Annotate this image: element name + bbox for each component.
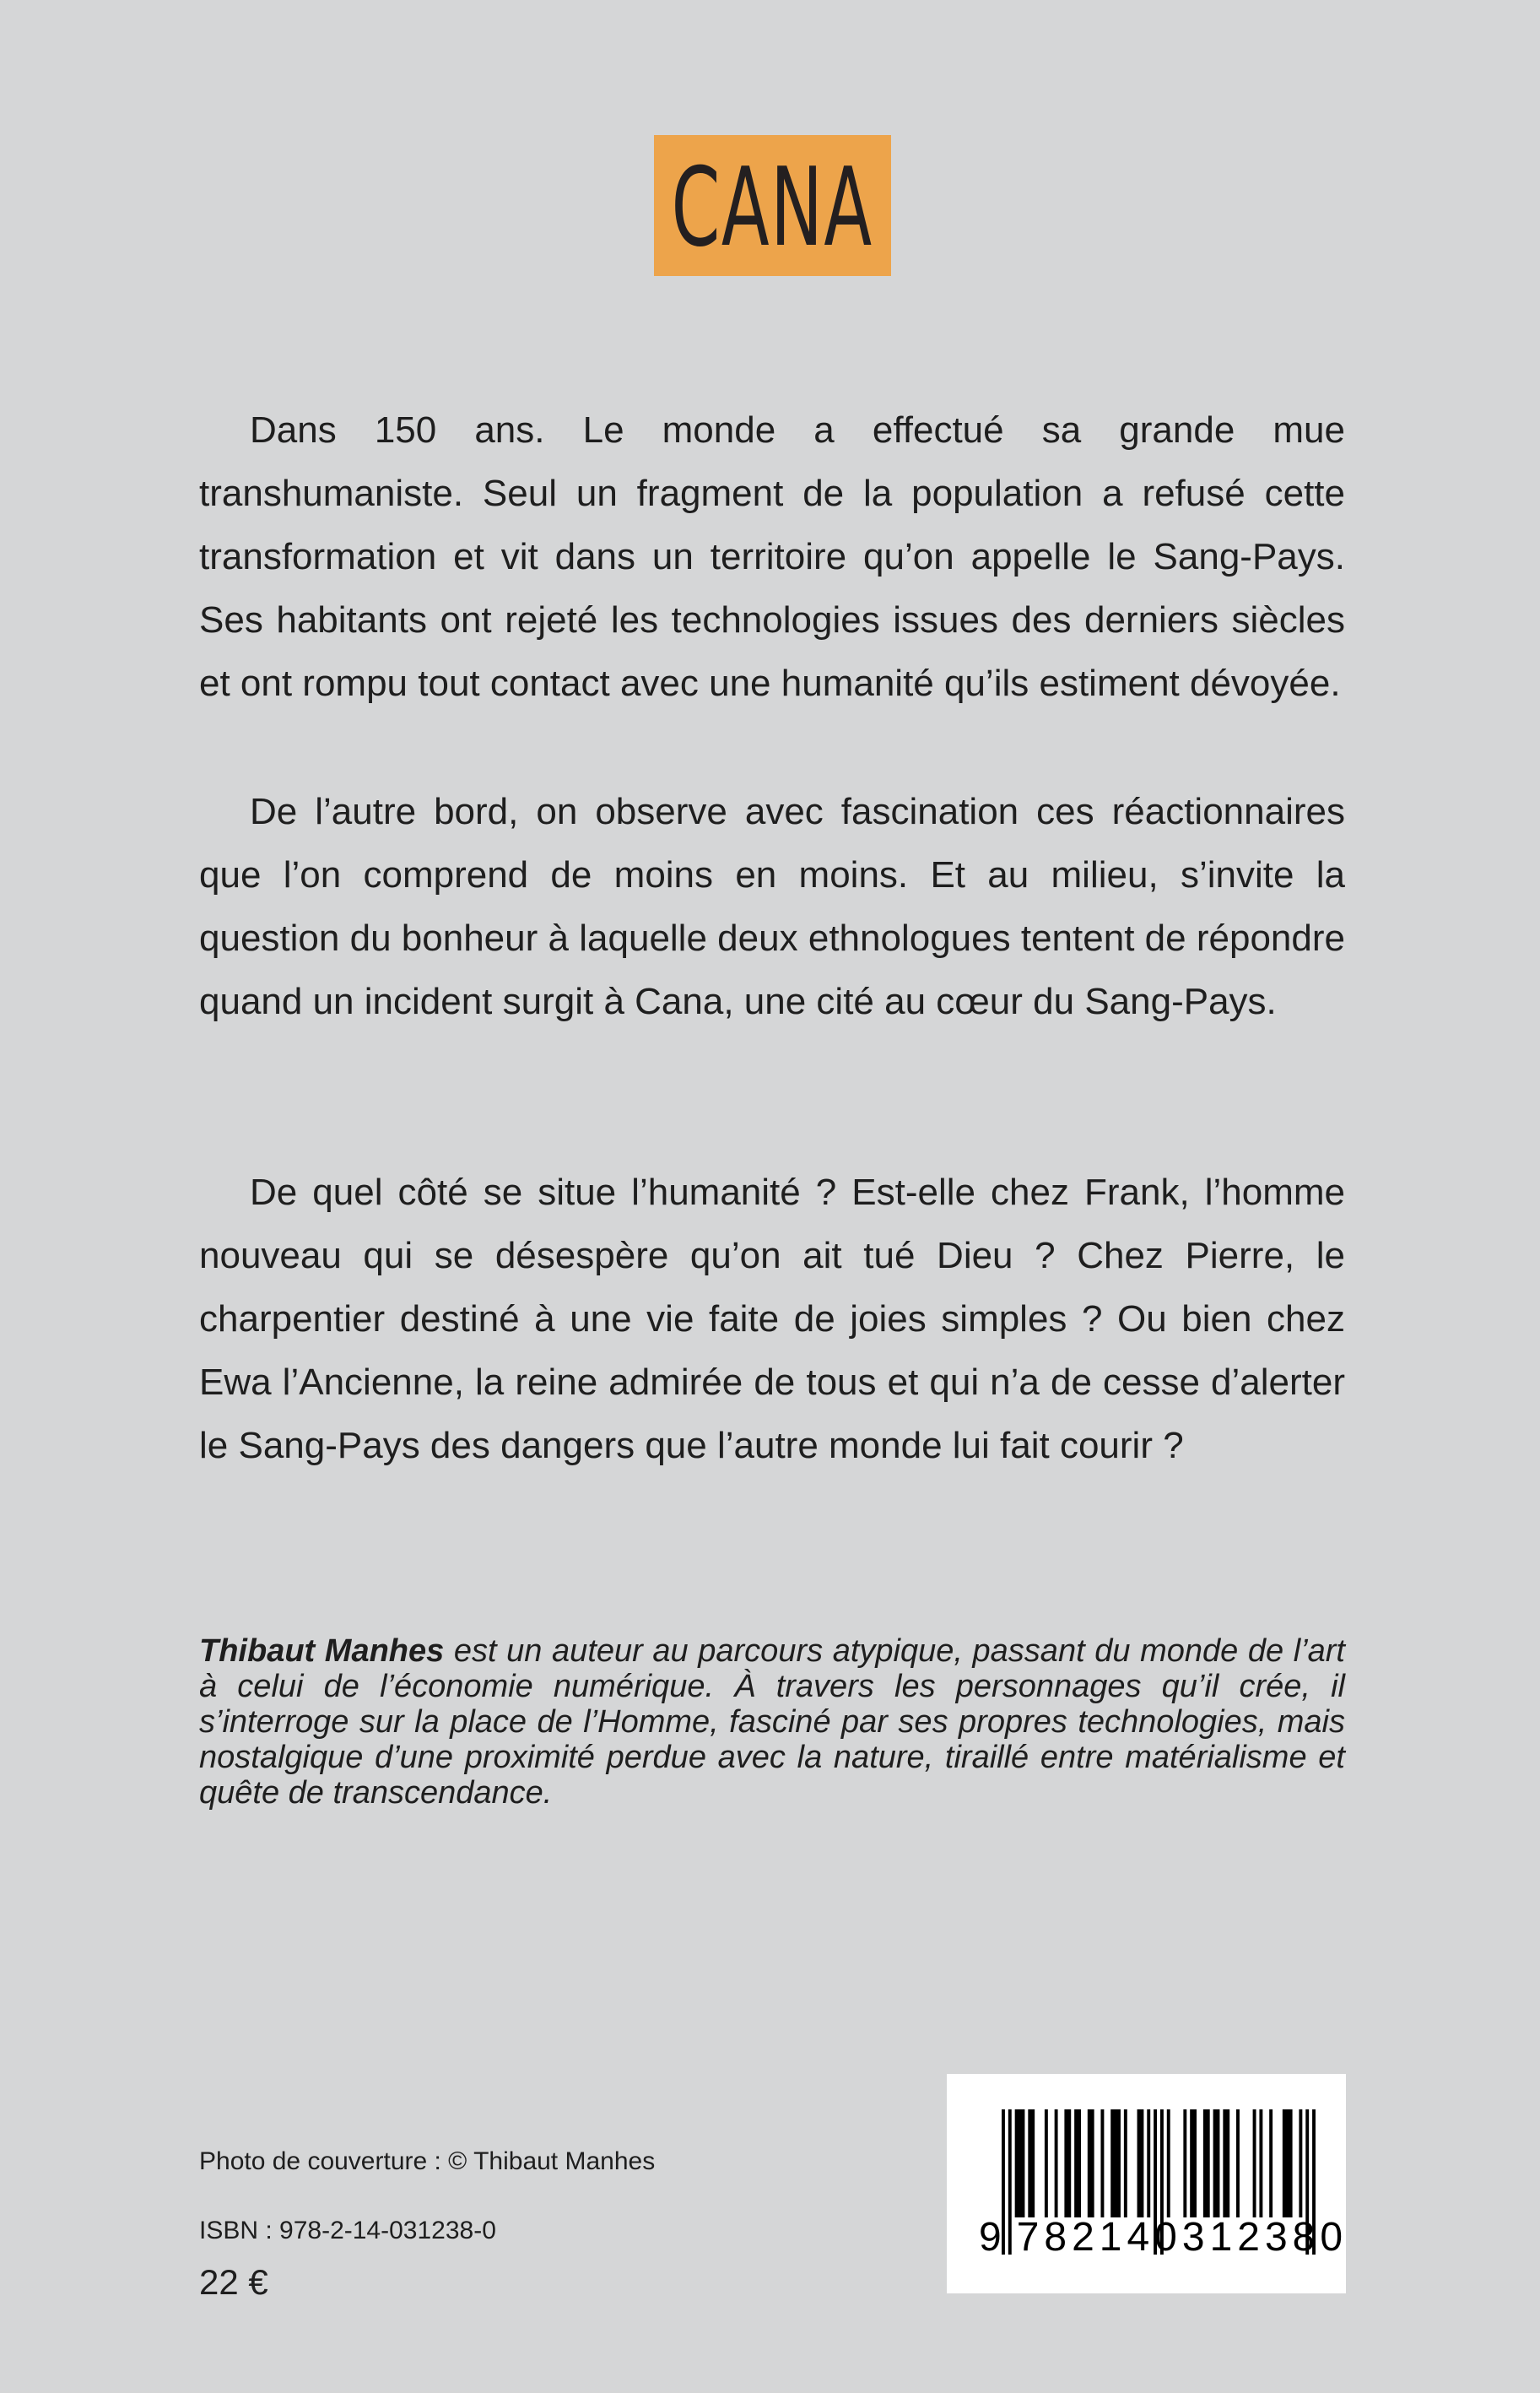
barcode-bar xyxy=(1074,2109,1081,2217)
barcode-bar xyxy=(1124,2109,1127,2217)
author-bio-text: est un auteur au parcours atypique, passant du monde de l’art à celui de l’économie numérique. À travers les personnages qu’il crée, il s’interroge sur la place de l’Homme, fasciné par ses propres technologies, mais nostalgique d’une proximité perdue avec la nature, tiraillé entre matérialisme et quête de transcendance. xyxy=(199,1633,1345,1811)
barcode-bar xyxy=(1045,2109,1048,2217)
author-name: Thibaut Manhes xyxy=(199,1633,445,1669)
barcode-bar xyxy=(1028,2109,1035,2217)
price: 22 € xyxy=(199,2262,268,2302)
barcode-bar xyxy=(1110,2109,1121,2217)
photo-credit: Photo de couverture : © Thibaut Manhes xyxy=(199,2147,656,2175)
synopsis-paragraph-1: Dans 150 ans. Le monde a effectué sa grande mue transhumaniste. Seul un fragment de la population a refusé cette transformation et vit dans un territoire qu’on appelle le Sang-Pays. Ses habitants ont rejeté les technologies issues des derniers siècles et ont rompu tout contact avec une humanité qu’ils estiment dévoyée. xyxy=(199,409,1345,704)
barcode-bar xyxy=(1137,2109,1144,2217)
barcode-bar xyxy=(1147,2109,1150,2217)
book-title: CANA xyxy=(671,144,874,271)
barcode-bar xyxy=(1253,2109,1256,2217)
barcode-bar xyxy=(1223,2109,1229,2217)
barcode-bar xyxy=(1269,2109,1273,2217)
synopsis-paragraph-3: De quel côté se situe l’humanité ? Est-elle chez Frank, l’homme nouveau qui se désespère qu’on ait tué Dieu ? Chez Pierre, le charpentier destiné à une vie faite de joies simples ? Ou bien chez Ewa l’Ancienne, la reine admirée de tous et qui n’a de cesse d’alerter le Sang-Pays des dangers que l’autre monde lui fait courir ? xyxy=(199,1172,1345,1466)
synopsis-paragraph-2: De l’autre bord, on observe avec fascination ces réactionnaires que l’on comprend de moins en moins. Et au milieu, s’invite la question du bonheur à laquelle deux ethnologues tentent de répondre quand un incident surgit à Cana, une cité au cœur du Sang-Pays. xyxy=(199,791,1345,1022)
author-bio xyxy=(199,1633,1345,1811)
barcode-bar xyxy=(1236,2109,1240,2217)
barcode-bar xyxy=(1167,2109,1170,2217)
barcode-bar xyxy=(1203,2109,1210,2217)
barcode-bar xyxy=(1055,2109,1058,2217)
barcode-bar xyxy=(1064,2109,1071,2217)
barcode xyxy=(947,2074,1346,2293)
barcode-bar xyxy=(1015,2109,1025,2217)
barcode-bar xyxy=(1213,2109,1220,2217)
isbn: ISBN : 978-2-14-031238-0 xyxy=(199,2217,496,2244)
barcode-first-digit: 9 xyxy=(979,2215,1002,2260)
title-banner xyxy=(654,135,891,276)
barcode-bar xyxy=(1183,2109,1186,2217)
barcode-number: 782140312380 xyxy=(1016,2215,1348,2260)
barcode-bar xyxy=(1259,2109,1262,2217)
barcode-bar xyxy=(1190,2109,1197,2217)
barcode-bar xyxy=(1088,2109,1094,2217)
barcode-bar xyxy=(1283,2109,1293,2217)
barcode-bar xyxy=(1100,2109,1104,2217)
barcode-bar xyxy=(1299,2109,1302,2217)
barcode-digits xyxy=(979,2215,1348,2260)
